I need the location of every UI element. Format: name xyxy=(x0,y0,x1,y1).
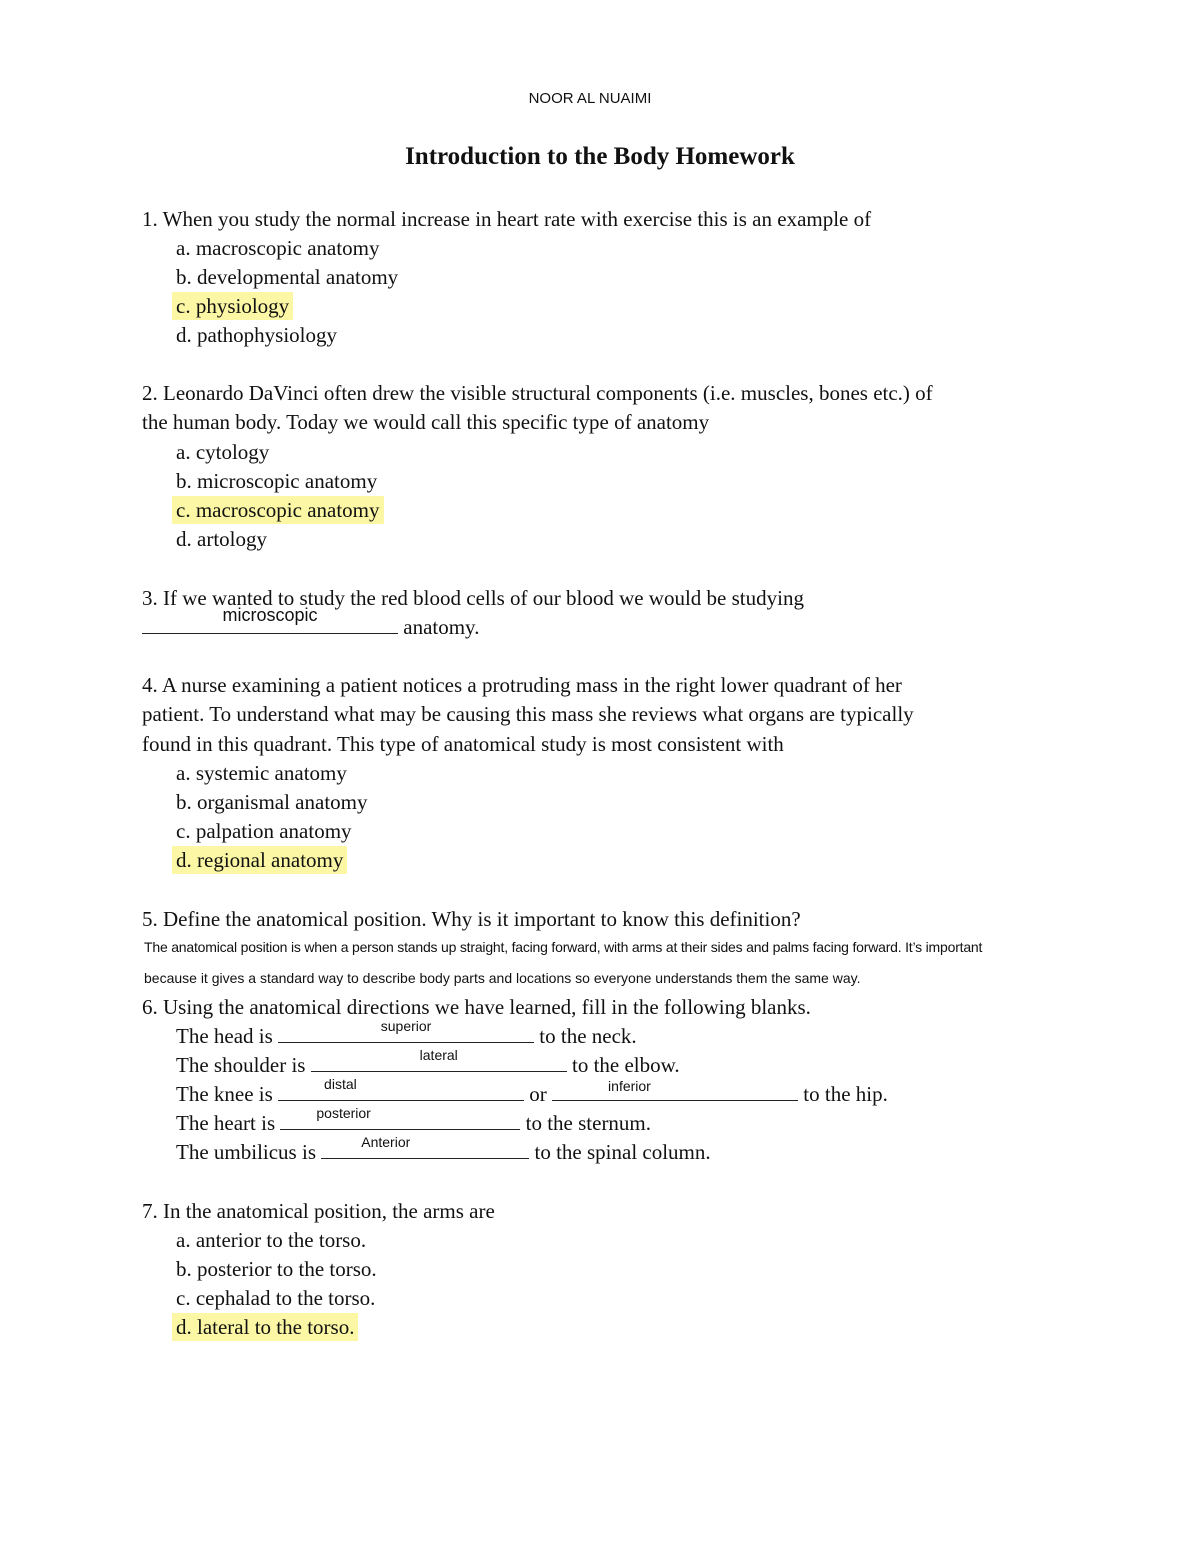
q6-answer-head: superior xyxy=(380,1018,432,1034)
q3-blank[interactable] xyxy=(142,605,398,634)
q6-row-3: The knee is distal or inferior to the hip. xyxy=(176,1076,888,1106)
q2-option-a: a. cytology xyxy=(176,440,270,464)
q2-option-d: d. artology xyxy=(176,527,267,551)
q3-suffix: anatomy. xyxy=(403,615,480,639)
q4-option-c: c. palpation anatomy xyxy=(176,819,352,843)
q4-option-a: a. systemic anatomy xyxy=(176,761,347,785)
q3-prompt: 3. If we wanted to study the red blood cells of our blood we would be studying xyxy=(142,586,804,610)
q7-option-c: c. cephalad to the torso. xyxy=(176,1286,376,1310)
q1-option-a: a. macroscopic anatomy xyxy=(176,236,380,260)
q7-prompt: 7. In the anatomical position, the arms are xyxy=(142,1199,495,1223)
q5-answer-line2: because it gives a standard way to describe body parts and locations so everyone understands them the same way. xyxy=(144,970,861,986)
q6-row-5: The umbilicus is Anterior to the spinal column. xyxy=(176,1134,711,1164)
q6-row-2: The shoulder is lateral to the elbow. xyxy=(176,1047,680,1077)
q6-prompt: 6. Using the anatomical directions we have learned, fill in the following blanks. xyxy=(142,995,811,1019)
q4-prompt-line2: patient. To understand what may be causing this mass she reviews what organs are typically xyxy=(142,702,914,726)
q6-answer-shoulder: lateral xyxy=(419,1047,458,1063)
q2-option-c-highlighted: c. macroscopic anatomy xyxy=(172,496,384,524)
q6-blank-knee-2[interactable] xyxy=(552,1078,798,1101)
q2-prompt-line2: the human body. Today we would call this specific type of anatomy xyxy=(142,410,710,434)
q6-blank-heart[interactable] xyxy=(280,1105,520,1130)
q1-option-c-highlighted: c. physiology xyxy=(172,292,293,320)
q4-option-d-highlighted: d. regional anatomy xyxy=(172,846,347,874)
q6-answer-knee-2: inferior xyxy=(608,1078,651,1094)
page-title: Introduction to the Body Homework xyxy=(405,143,795,170)
q6-blank-umbilicus[interactable] xyxy=(321,1134,529,1159)
q6-blank-head[interactable] xyxy=(278,1018,534,1043)
q2-option-b: b. microscopic anatomy xyxy=(176,469,378,493)
student-name: NOOR AL NUAIMI xyxy=(528,90,652,107)
q3-answer: microscopic xyxy=(222,605,318,625)
q6-answer-umbilicus: Anterior xyxy=(361,1134,411,1150)
q2-prompt-line1: 2. Leonardo DaVinci often drew the visible structural components (i.e. muscles, bones etc.) of xyxy=(142,381,933,405)
q7-option-d-highlighted: d. lateral to the torso. xyxy=(172,1313,358,1341)
q6-blank-knee-1[interactable] xyxy=(278,1076,524,1101)
q5-prompt: 5. Define the anatomical position. Why is it important to know this definition? xyxy=(142,907,801,931)
q6-row-4: The heart is posterior to the sternum. xyxy=(176,1105,652,1135)
q4-prompt-line1: 4. A nurse examining a patient notices a protruding mass in the right lower quadrant of her xyxy=(142,673,902,697)
q7-option-b: b. posterior to the torso. xyxy=(176,1257,377,1281)
q6-answer-knee-1: distal xyxy=(324,1076,357,1092)
q4-option-b: b. organismal anatomy xyxy=(176,790,368,814)
q1-option-b: b. developmental anatomy xyxy=(176,265,399,289)
q7-option-a: a. anterior to the torso. xyxy=(176,1228,367,1252)
q1-prompt: 1. When you study the normal increase in heart rate with exercise this is an example of xyxy=(142,207,872,231)
q5-answer-line1: The anatomical position is when a person stands up straight, facing forward, with arms at their sides and palms facing forward. It’s important xyxy=(144,939,983,955)
q6-row-1: The head is superior to the neck. xyxy=(176,1018,637,1048)
q6-blank-shoulder[interactable] xyxy=(311,1047,567,1072)
q4-prompt-line3: found in this quadrant. This type of anatomical study is most consistent with xyxy=(142,732,784,756)
q1-option-d: d. pathophysiology xyxy=(176,323,337,347)
q6-answer-heart: posterior xyxy=(316,1105,371,1121)
